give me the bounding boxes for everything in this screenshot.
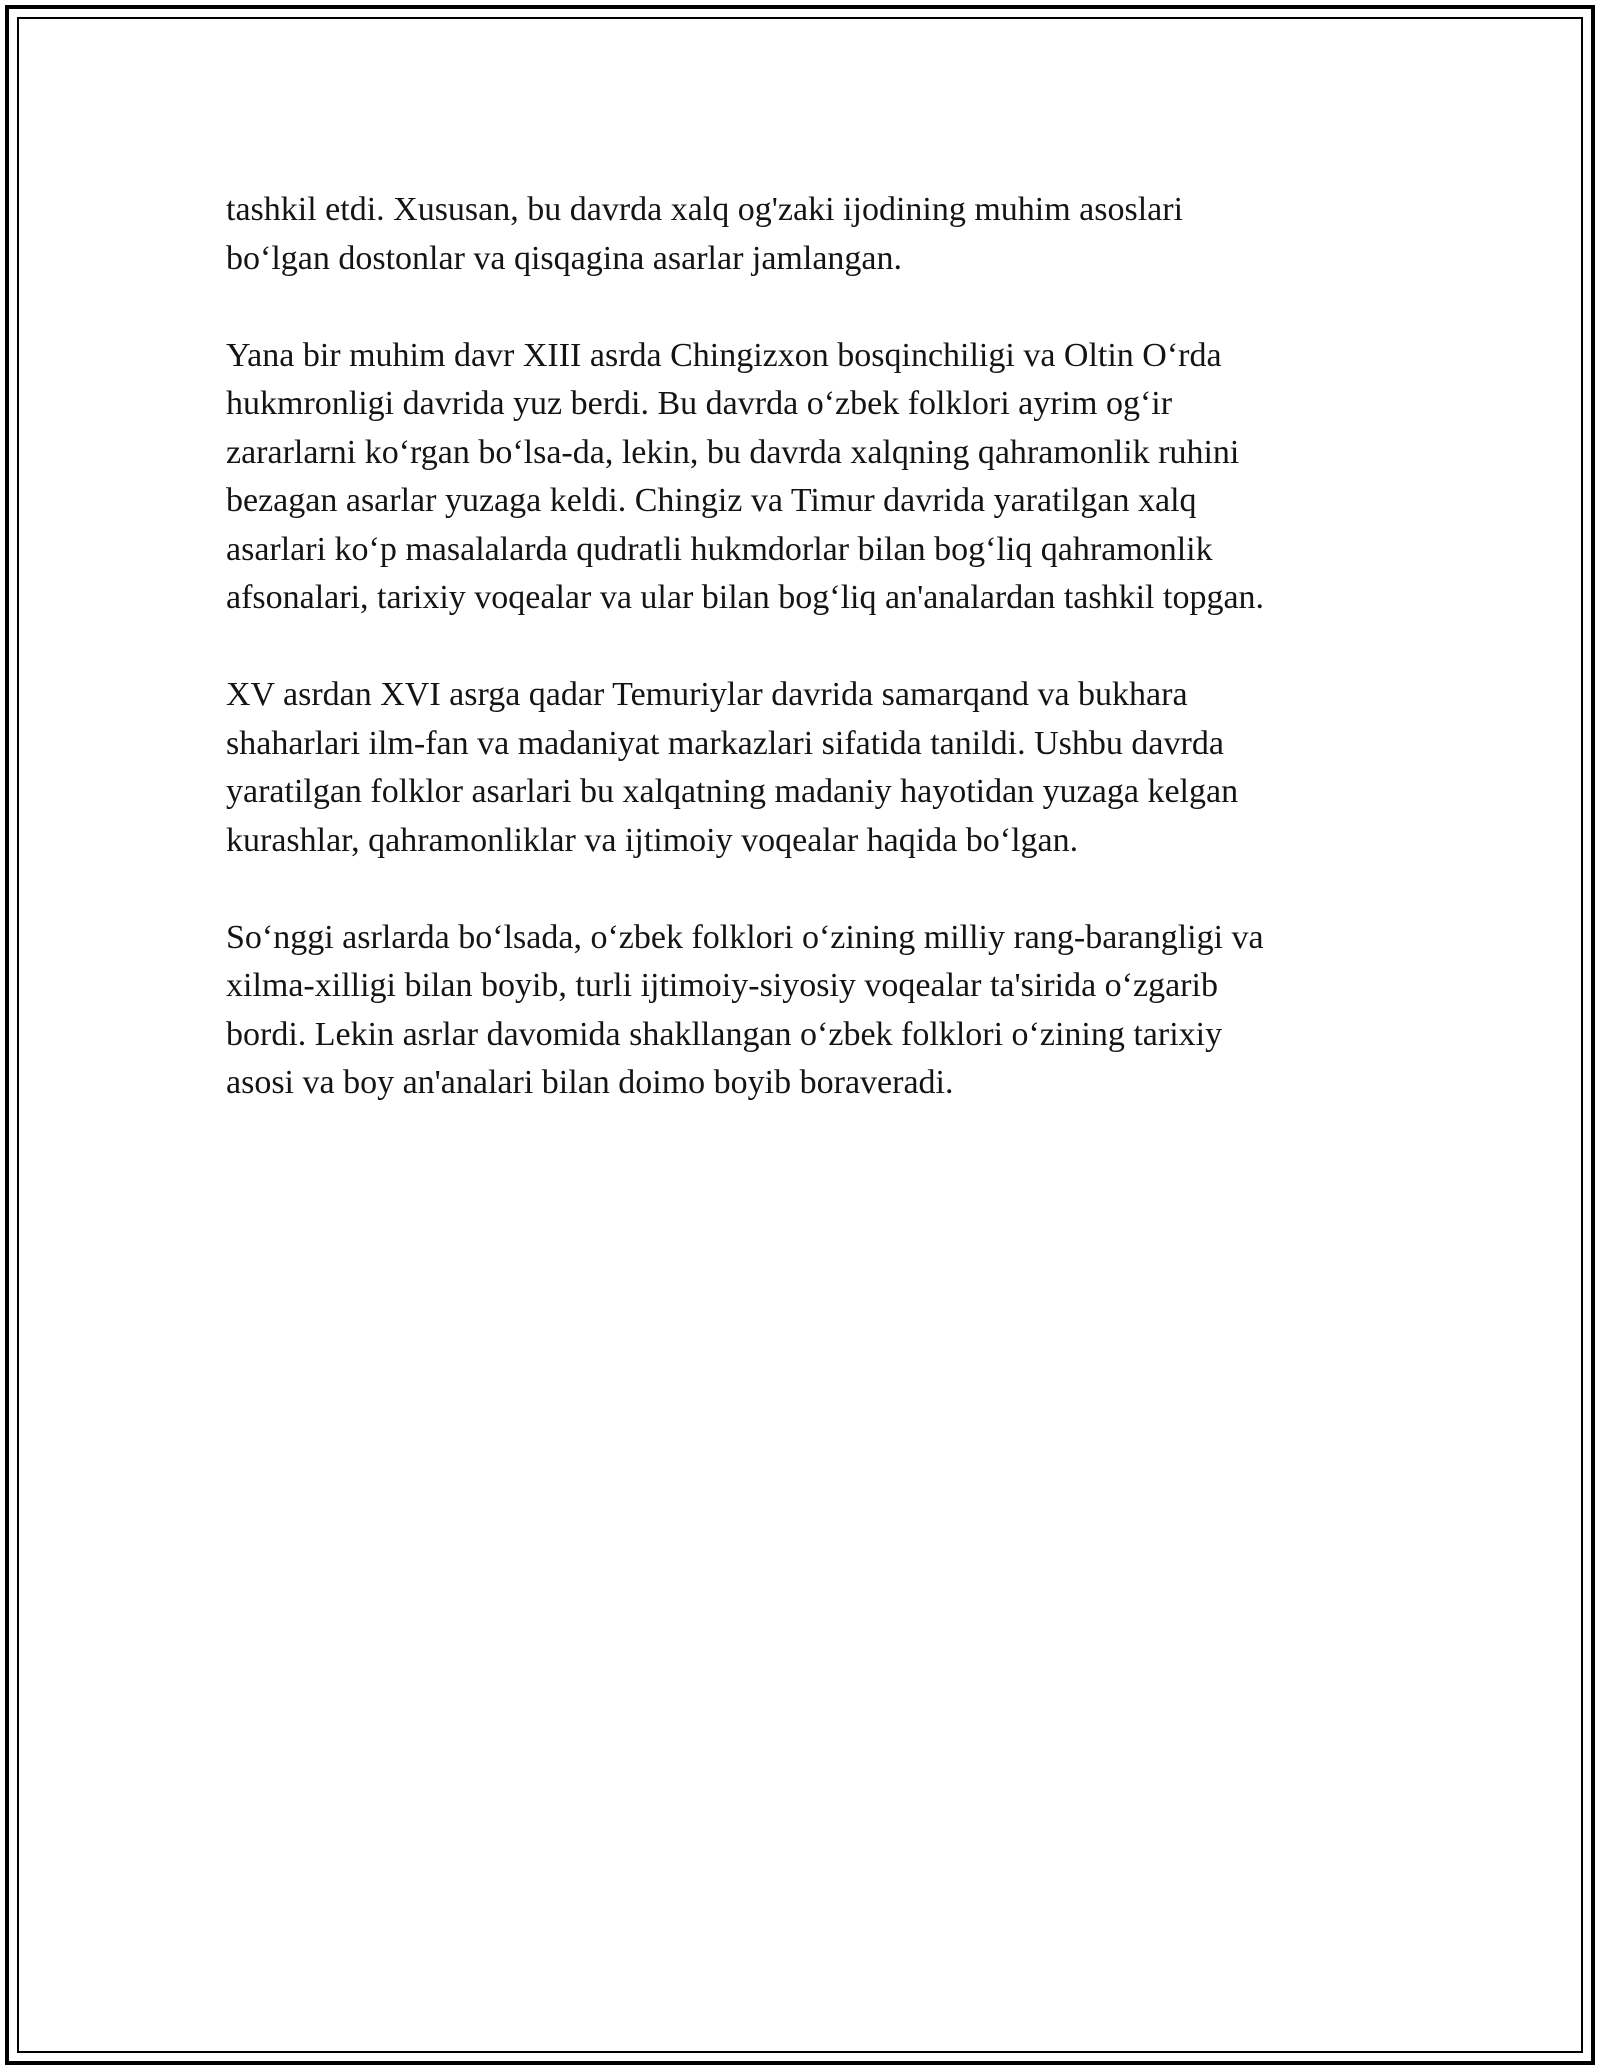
text-line: zararlarni ko‘rgan bo‘lsa-da, lekin, bu davrda xalqning qahramonlik ruhini: [226, 433, 1240, 471]
document-body: [226, 186, 1386, 1156]
text-line: xilma-xilligi bilan boyib, turli ijtimoiy-siyosiy voqealar ta'sirida o‘zgarib: [226, 967, 1218, 1004]
text-line: shaharlari ilm-fan va madaniyat markazlari sifatida tanildi. Ushbu davrda: [226, 724, 1224, 762]
text-line: Yana bir muhim davr XIII asrda Chingizxon bosqinchiligi va Oltin O‘rda: [226, 336, 1222, 374]
text-line: tashkil etdi. Xususan, bu davrda xalq og'zaki ijodining muhim asoslari: [226, 191, 1184, 228]
text-line: yaratilgan folklor asarlari bu xalqatning madaniy hayotidan yuzaga kelgan: [226, 773, 1239, 810]
text-line: afsonalari, tarixiy voqealar va ular bilan bog‘liq an'analardan tashkil topgan.: [226, 579, 1265, 616]
paragraph-1: [226, 186, 1386, 283]
paragraph-3: [226, 671, 1386, 865]
text-line: XV asrdan XVI asrga qadar Temuriylar davrida samarqand va bukhara: [226, 676, 1188, 713]
text-line: bezagan asarlar yuzaga keldi. Chingiz va Timur davrida yaratilgan xalq: [226, 482, 1197, 519]
paragraph-4: [226, 914, 1386, 1108]
text-line: hukmronligi davrida yuz berdi. Bu davrda o‘zbek folklori ayrim og‘ir: [226, 385, 1173, 422]
text-line: So‘nggi asrlarda bo‘lsada, o‘zbek folklori o‘zining milliy rang-barangligi va: [226, 918, 1264, 956]
text-line: asosi va boy an'analari bilan doimo boyib boraveradi.: [226, 1064, 954, 1101]
text-line: asarlari ko‘p masalalarda qudratli hukmdorlar bilan bog‘liq qahramonlik: [226, 530, 1213, 568]
text-line: bo‘lgan dostonlar va qisqagina asarlar jamlangan.: [226, 239, 902, 277]
text-line: kurashlar, qahramonliklar va ijtimoiy voqealar haqida bo‘lgan.: [226, 821, 1079, 859]
text-line: bordi. Lekin asrlar davomida shakllangan o‘zbek folklori o‘zining tarixiy: [226, 1015, 1223, 1053]
paragraph-2: [226, 332, 1386, 623]
